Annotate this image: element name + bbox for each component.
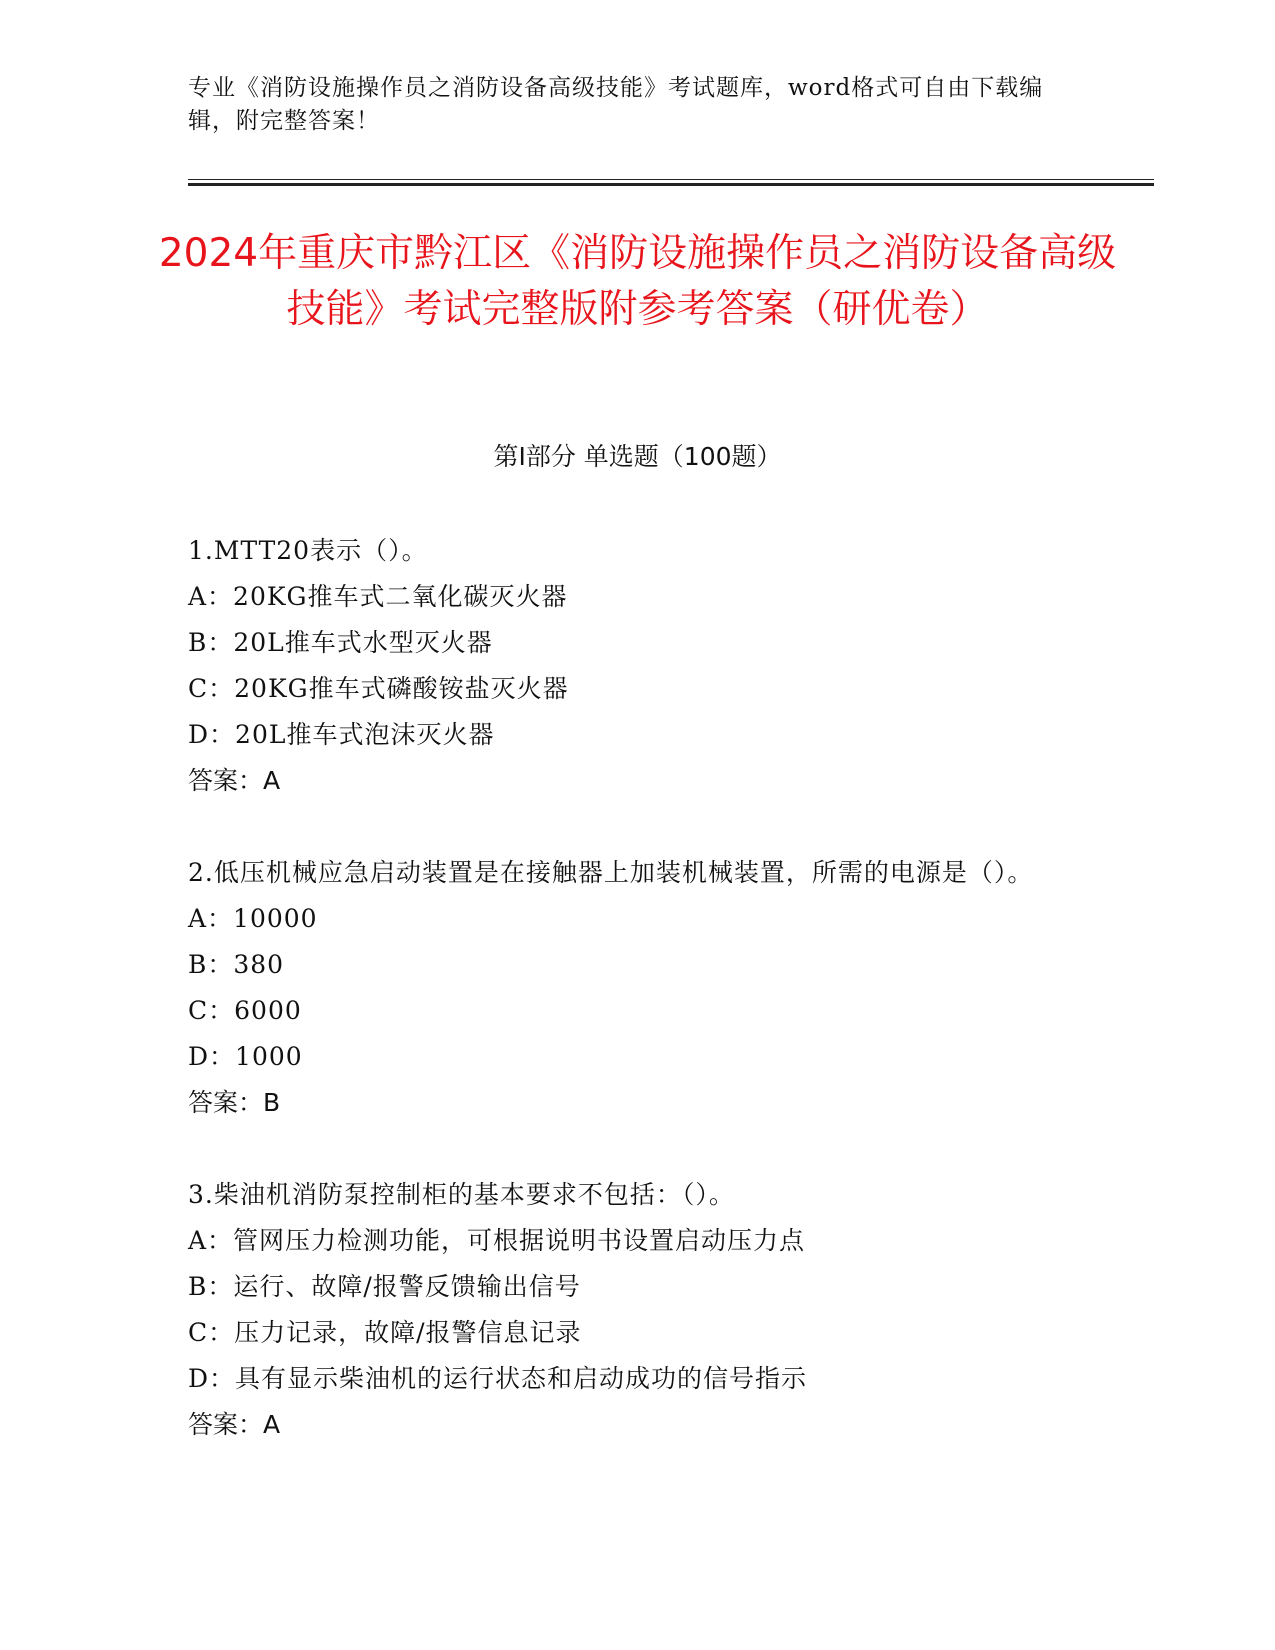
header-note: 专业《消防设施操作员之消防设备高级技能》考试题库，word格式可自由下载编辑，附完整答案！ xyxy=(188,75,1044,134)
header-divider-thick xyxy=(188,183,1154,186)
answer: 答案：A xyxy=(188,766,281,795)
question-3 xyxy=(188,1172,1068,1448)
question-stem: 2.低压机械应急启动装置是在接触器上加装机械装置，所需的电源是（）。 xyxy=(188,858,1034,887)
question-2 xyxy=(188,850,1068,1126)
section-title: 第Ⅰ部分 单选题（100题） xyxy=(493,442,782,471)
question-1 xyxy=(188,528,1068,804)
option-c: C：压力记录，故障/报警信息记录 xyxy=(188,1318,582,1347)
option-b: B：380 xyxy=(188,950,285,979)
option-a: A：20KG推车式二氧化碳灭火器 xyxy=(188,582,568,611)
option-b: B：运行、故障/报警反馈输出信号 xyxy=(188,1272,581,1301)
option-a: A：管网压力检测功能，可根据说明书设置启动压力点 xyxy=(188,1226,806,1255)
question-stem: 3.柴油机消防泵控制柜的基本要求不包括：（）。 xyxy=(188,1180,735,1209)
question-stem: 1.MTT20表示（）。 xyxy=(188,536,428,565)
option-d: D：20L推车式泡沫灭火器 xyxy=(188,720,495,749)
option-b: B：20L推车式水型灭火器 xyxy=(188,628,493,657)
option-d: D：1000 xyxy=(188,1042,303,1071)
header-divider-thin xyxy=(188,179,1154,180)
option-c: C：6000 xyxy=(188,996,302,1025)
option-c: C：20KG推车式磷酸铵盐灭火器 xyxy=(188,674,569,703)
option-a: A：10000 xyxy=(188,904,318,933)
option-d: D：具有显示柴油机的运行状态和启动成功的信号指示 xyxy=(188,1364,808,1393)
document-title: 2024年重庆市黔江区《消防设施操作员之消防设备高级技能》考试完整版附参考答案（研优卷） xyxy=(158,231,1117,332)
question-list xyxy=(188,528,1068,1494)
answer: 答案：B xyxy=(188,1088,281,1117)
answer: 答案：A xyxy=(188,1410,281,1439)
